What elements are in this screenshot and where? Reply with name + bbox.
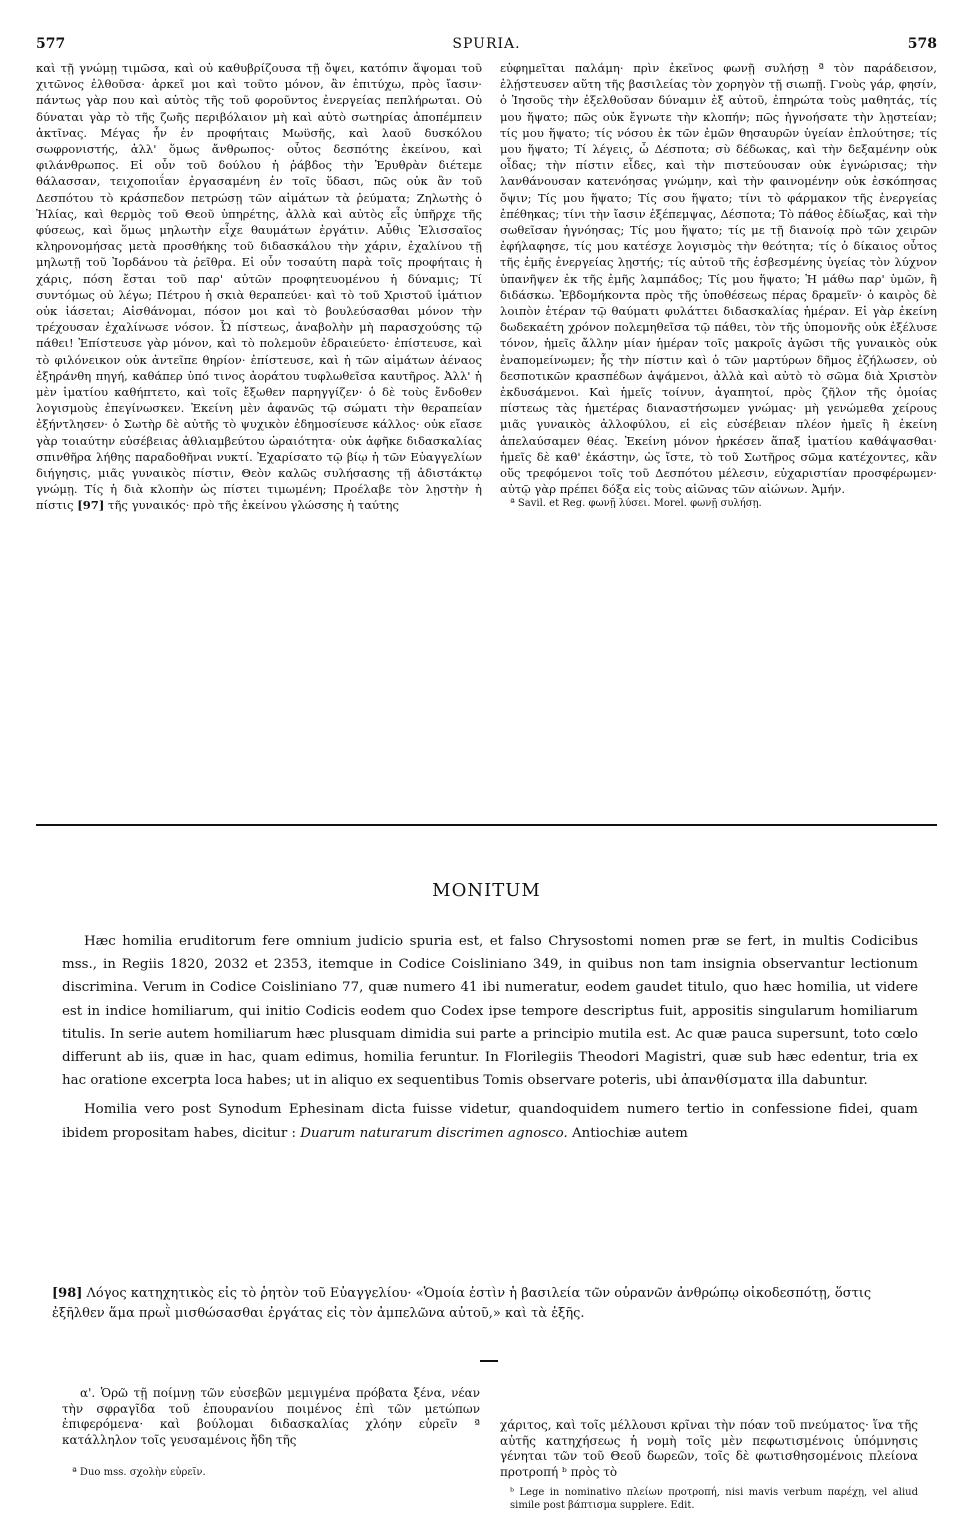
page-marker-97: [97] xyxy=(77,498,105,513)
left-column xyxy=(36,60,482,514)
monitum-paragraph-2-italic: Duarum naturarum discrimen agnosco. xyxy=(300,1125,568,1141)
monitum-paragraph-2-end: Antiochiæ autem xyxy=(567,1125,688,1141)
monitum-paragraph-1: Hæc homilia eruditorum fere omnium judicio spuria est, et falso Chrysostomi nomen præ se fert, in multis Codicibus mss., in Regiis 1820, 2032 et 2353, itemque in Codice Coisliniano 349, in quibus non tam insignia observantur lectionum discrimina. Verum in Codice Coisliniano 77, quæ numero 41 ibi numeratur, eodem gaudet titulo, quo hæc homilia, ut videre est in indice homiliarum, qui initio Codicis eodem quo Codex ipse tempore descriptus fuit, appositis singularum homiliarum titulis. In serie autem homiliarum hæc plusquam dimidia sui parte a principio mutila est. Ac quæ pauca supersunt, toto cœlo differunt ab iis, quæ in hac, quam edimus, homilia feruntur. In Florilegiis Theodori Magistri, quæ sub hæc edentur, tria ex hac oratione excerpta loca habes; ut in aliquo ex sequentibus Tomis observare poteris, ubi ἀπανθίσματα illa dabuntur. xyxy=(62,934,918,1089)
running-title: SPURIA. xyxy=(452,36,521,52)
section-divider xyxy=(36,824,937,826)
right-column-footnote: ª Savil. et Reg. φωνῇ λύσει. Morel. φωνῇ συλήσῃ. xyxy=(510,498,762,510)
page-number-left: 577 xyxy=(36,36,66,52)
monitum-title: MONITUM xyxy=(432,880,541,901)
page-header xyxy=(36,36,937,56)
homily-title-text: Λόγος κατηχητικὸς εἰς τὸ ῥητὸν τοῦ Εὐαγγελίου· «Ὁμοία ἐστὶν ἡ βασιλεία τῶν οὐρανῶν ἀνθρώπῳ οἰκοδεσπότῃ, ὅστις ἐξῆλθεν ἅμα πρωῒ μισθώσασθαι ἐργάτας εἰς τὸν ἀμπελῶνα αὐτοῦ,» καὶ τὰ ἑξῆς. xyxy=(52,1286,872,1321)
bottom-left-footnote: ª Duo mss. σχολὴν εὑρεῖν. xyxy=(72,1467,206,1479)
short-divider xyxy=(480,1360,498,1362)
page-number-right: 578 xyxy=(907,36,937,52)
monitum-body xyxy=(62,930,918,1145)
right-column-text: εὐφημεῖται παλάμη· πρὶν ἐκεῖνος φωνῇ συλήσῃ ª τὸν παράδεισον, ἐλῄστευσεν αὕτη τῆς βασιλείας τὸν χορηγὸν τῇ σιωπῇ. Γνοὺς γάρ, φησίν, ὁ Ἰησοῦς τὴν ἐξελθοῦσαν δύναμιν ἐξ αὐτοῦ, ἐπηρώτα τοὺς μαθητάς, τίς μου ἥψατο; πῶς οὐκ ἔγνωτε τὴν κλοπήν; πῶς ἠγνοήσατε τὴν λῃστείαν; τίς μου ἥψατο; τίς νόσου ἐκ τῶν ἐμῶν θησαυρῶν ὑγείαν ἐπλούτησε; τίς μου ἥψατο; Τί λέγεις, ὦ Δέσποτα; σὺ δέδωκας, καὶ τὴν δεξαμένην οὐκ οἶδας; τὴν πίστιν εἶδες, καὶ τὴν πιστεύουσαν οὐκ ἐγνώρισας; τὴν λανθάνουσαν κατενόησας γνώμην, καὶ τὴν φαινομένην οὐκ ἐσκόπησας ὄψιν; Τίς μου ἥψατο; Τίς σου ἥψατο; τίνι τὸ φάρμακον τῆς ἐνεργείας ἐπέθηκας; τίνι τὴν ἴασιν ἐξέπεμψας, Δέσποτα; Τὸ πάθος ἐδίωξας, καὶ τὴν σωθεῖσαν ἠγνόησας; Τίς μου ἥψατο; τίς με τῇ διανοίᾳ πρὸ τῶν χειρῶν ἐφήλαφησε, τίς μου κατέσχε λογισμὸς τὴν θεότητα; τίς ὁ δίκαιος οὗτος τῆς ἐμῆς ἐνεργείας λῃστής; τίς αὐτοῦ τῆς ἐσβεσμένης ὑγείας τὸν λύχνον ὑπανῆψεν ἐκ τῆς ἐμῆς λαμπάδος; Τίς μου ἥψατο; Ἡ μάθω παρ' ὑμῶν, ἢ διδάσκω. Ἐβδομήκοντα πρὸς τῆς ὑποθέσεως πέρας δραμεῖν· ὁ καιρὸς δὲ λοιπὸν ἑτέραν τῷ θαύματι φυλάττει διδασκαλίας ἡμέραν. Εἰ γὰρ ἐκείνη δωδεκαέτη χρόνον πολεμηθεῖσα τῷ πάθει, τὸν τῆς ὑπομονῆς οὐκ ἐξέλυσε τόνον, ἡμεῖς ἄλλην μίαν ἡμέραν τοῖς μακροῖς ἀγῶσι τῆς γυναικὸς οὐκ ἐναπομείνωμεν; ἧς τὴν πίστιν καὶ ὁ τῶν μαρτύρων δῆμος ἐζήλωσεν, οὐ δεσποτικῶν κρασπέδων ἁψάμενοι, ἀλλὰ καὶ αὐτὸ τὸ σῶμα διὰ Χριστὸν ἐκδυσάμενοι. Καὶ ἡμεῖς τοίνυν, ἀγαπητοί, πρὸς ζῆλον τῆς ὁμοίας πίστεως τὰς ἡμετέρας διαναστήσωμεν γνώμας· μὴ γενώμεθα χείρους μιᾶς γυναικὸς ἀλλοφύλου, εἰ εἰς εὐσέβειαν πλέον ἡμεῖς ἢ ἐκείνη ἀπελαύσαμεν θέας. Ἐκείνη μόνον ἠρκέσεν ἅπαξ ἱματίου καθάψασθαι· ἡμεῖς δὲ καθ' ἑκάστην, ὡς ἴστε, τὸ τοῦ Σωτῆρος σῶμα κατέχοντες, κἂν οὕς τρεφόμενοι τοῖς τοῦ Δεσπότου μέλεσιν, εὐχαριστίαν προσφέρωμεν· αὐτῷ γὰρ πρέπει δόξα εἰς τοὺς αἰῶνας τῶν αἰώνων. Ἀμήν. xyxy=(500,61,937,497)
homily-heading xyxy=(52,1284,918,1324)
page-marker-98: [98] xyxy=(52,1286,83,1301)
bottom-left-text: α'. Ὁρῶ τῇ ποίμνῃ τῶν εὐσεβῶν μεμιγμένα πρόβατα ξένα, νέαν τὴν σφραγῖδα τοῦ ἐπουρανίου ποιμένος ἐπὶ τῶν μετώπων ἐπιφερόμενα· καὶ βούλομαι διδασκαλίας χλόην εὑρεῖν ª κατάλληλον τοῖς γευσαμένοις ἤδη τῆς xyxy=(62,1386,480,1447)
bottom-left-column xyxy=(62,1386,480,1489)
left-column-text xyxy=(36,60,482,514)
monitum-paragraph-2-start: Homilia vero post Synodum Ephesinam dicta fuisse videtur, quandoquidem numero tertio in confessione fidei, quam ibidem propositam habes, dicitur : xyxy=(62,1102,918,1141)
monitum-paragraph-2 xyxy=(62,1098,918,1144)
left-column-tail: τῆς γυναικός· πρὸ τῆς ἐκείνου γλώσσης ἡ ταύτης xyxy=(108,498,399,513)
bottom-right-column xyxy=(500,1418,918,1522)
left-column-body: καὶ τῇ γνώμῃ τιμῶσα, καὶ οὐ καθυβρίζουσα τῇ ὄψει, κατόπιν ἅψομαι τοῦ χιτῶνος ἐλθοῦσα· ἀρκεῖ μοι καὶ τοῦτο μόνον, ἂν ἐπιτύχω, πρὸς ἴασιν· πάντως γὰρ που καὶ αὐτὸς τῆς τοῦ φοροῦντος ἐνεργείας πεπλήρωται. Οὐ δύναται γὰρ τὸ τῆς ζωῆς περιβόλαιον μὴ καὶ αὐτὸ σωτηρίας ἀποπέμπειν ἀκτῖνας. Μέγας ἦν ἐν προφήταις Μωϋσῆς, καὶ λαοῦ δυσκόλου σωφρονιστής, ἀλλ' ὅμως ἄνθρωπος· οὗτος δεσπότης ἐκείνου, καὶ φιλάνθρωπος. Εἰ οὖν τοῦ δούλου ἡ ῥάβδος τὴν Ἐρυθρὰν διέτεμε θάλασσαν, τειχοποιΐαν ἐργασαμένη ἐν τοῖς ὕδασι, πῶς οὐκ ἂν τοῦ Δεσπότου τὸ κράσπεδον πετρώσῃ τῶν αἱμάτων τὰ ῥεύματα; Ζηλωτὴς ὁ Ἠλίας, καὶ θερμὸς τοῦ Θεοῦ ὑπηρέτης, ἀλλὰ καὶ αὐτὸς εἷς ὑπῆρχε τῆς φύσεως, καὶ ὅμως μηλωτὴν εἶχε θαυμάτων ἐργάτιν. Αὖθις Ἐλισσαῖος κληρονομήσας μετὰ προσθήκης τοῦ διδασκάλου τὴν χάριν, ἐχαλίνου τῇ μηλωτῇ τοῦ Ἰορδάνου τὰ ῥεῖθρα. Εἰ οὖν τοσαύτη παρὰ τοῖς προφήταις ἡ χάρις, πόση ἔσται τοῦ παρ' αὐτῶν προφητευομένου ἡ δύναμις; Τί συντόμως οὐ λέγω; Πέτρου ἡ σκιὰ θεραπεύει· καὶ τὸ τοῦ Χριστοῦ ἱμάτιον οὐκ ἰάσεται; Αἰσθάνομαι, πόσον μοι καὶ τὸ βουλεύσασθαι μόνον τὴν τρέχουσαν ἐχαλίνωσε νόσον. Ὦ πίστεως, ἀναβολὴν μὴ παρασχούσης τῷ πάθει! Ἐπίστευσε γὰρ μόνον, καὶ τὸ πολεμοῦν ἐδραιεύετο· ἐπίστευσε, καὶ τὸ φιλόνεικον οὐκ ἀντεῖπε θηρίον· ἐπίστευσε, καὶ ἡ τῶν αἱμάτων ἀέναος ἐξηράνθη πηγή, καθάπερ ὑπό τινος ἀοράτου τυφλωθεῖσα καυτῆρος. Ἀλλ' ἡ μὲν ἱματίου καθήπτετο, καὶ τοῖς ἔξωθεν παρηγγίζεν· ὁ δὲ τοὺς ἔνδοθεν λογισμοὺς ἐπεγίνωσκεν. Ἐκείνη μὲν ἀφανῶς τῷ σώματι τὴν θεραπείαν ἐξήντλησεν· ὁ Σωτὴρ δὲ αὐτῆς τὸ ψυχικὸν ἐδημοσίευσε κάλλος· οὐκ εἴασε γὰρ τοιαύτην εὐσέβειας ἀθλιαμβεύτου ὡραιότητα· οὐκ ἀφῆκε διδασκαλίας σπινθῆρα λήθης παραδοθῆναι νυκτί. Ἐχαρίσατο τῷ βίῳ ἡ τῶν Εὐαγγελίων διήγησις, μιᾶς γυναικὸς πίστιν, Θεὸν καλῶς συλήσασης τῇ ἀδιστάκτῳ γνώμῃ. Τίς ἡ διὰ κλοπὴν ὡς πίστει τιμωμένη; Προέλαβε τὸν λῃστὴν ἡ πίστις xyxy=(36,61,482,513)
bottom-right-footnote: ᵇ Lege in nominativo πλείων προτροπή, nisi mavis verbum παρέχῃ, vel aliud simile post βάπτισμα supplere. Edit. xyxy=(510,1487,918,1512)
bottom-right-text: χάριτος, καὶ τοῖς μέλλουσι κρῖναι τὴν πόαν τοῦ πνεύματος· ἵνα τῆς αὐτῆς κατηχήσεως ἡ νομὴ τοῖς μὲν πεφωτισμένοις ὑπόμνησις γένηται τῶν τοῦ Θεοῦ δωρεῶν, τοῖς δὲ φωτισθησομένοις πλείονα προτροπή ᵇ πρὸς τὸ xyxy=(500,1418,918,1479)
right-column xyxy=(500,60,937,510)
